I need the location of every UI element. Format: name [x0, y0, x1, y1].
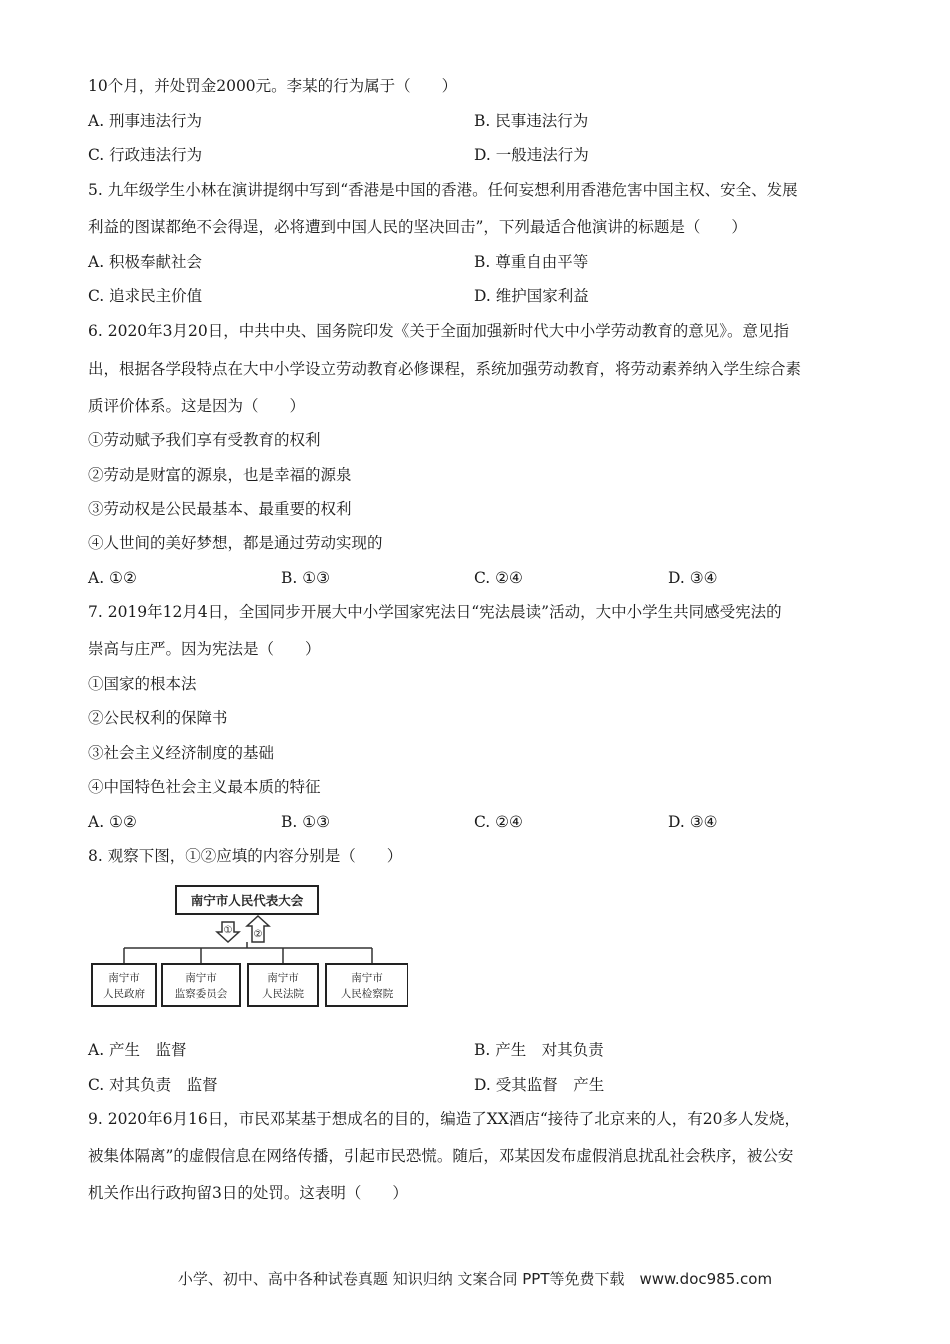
q4-option-a: A. 刑事违法行为 — [88, 112, 203, 130]
svg-text:南宁市: 南宁市 — [267, 972, 299, 984]
q6-statement-1: ①劳动赋予我们享有受教育的权利 — [88, 431, 321, 449]
q5-option-b: B. 尊重自由平等 — [474, 253, 589, 271]
q5-option-c: C. 追求民主价值 — [88, 287, 203, 305]
q7-statement-4: ④中国特色社会主义最本质的特征 — [88, 778, 321, 796]
q6-statement-2: ②劳动是财富的源泉，也是幸福的源泉 — [88, 466, 352, 484]
diagram-box-procuratorate — [326, 964, 408, 1006]
q9-text-line1: 9. 2020年6月16日，市民邓某基于想成名的目的，编造了XX酒店“接待了北京来的人，有20多人发烧， — [88, 1110, 800, 1128]
q6-option-b: B. ①③ — [281, 569, 331, 587]
q7-option-d: D. ③④ — [668, 813, 718, 831]
q5-text-line1: 5. 九年级学生小林在演讲提纲中写到“香港是中国的香港。任何妄想利用香港危害中国主权、安全、发展 — [88, 181, 798, 199]
q6-text-line1: 6. 2020年3月20日，中共中央、国务院印发《关于全面加强新时代大中小学劳动教育的意见》。意见指 — [88, 322, 789, 340]
q7-statement-2: ②公民权利的保障书 — [88, 709, 228, 727]
q8-option-c: C. 对其负责 监督 — [88, 1076, 218, 1094]
svg-text:南宁市: 南宁市 — [185, 972, 217, 984]
svg-text:监察委员会: 监察委员会 — [174, 988, 228, 1000]
page-footer: 小学、初中、高中各种试卷真题 知识归纳 文案合同 PPT等免费下载 www.doc985.com — [177, 1270, 773, 1288]
q5-text-line2: 利益的图谋都绝不会得逞，必将遭到中国人民的坚决回击”，下列最适合他演讲的标题是（ ） — [88, 218, 747, 236]
diagram-box-supervision — [162, 964, 240, 1006]
q9-text-line2: 被集体隔离”的虚假信息在网络传播，引起市民恐慌。随后，邓某因发布虚假消息扰乱社会秩序，被公安 — [88, 1147, 794, 1165]
q7-option-c: C. ②④ — [474, 813, 523, 831]
diagram-arrow2-label: ② — [253, 929, 263, 940]
q8-text-line1: 8. 观察下图，①②应填的内容分别是（ ） — [88, 847, 403, 865]
diagram-top-label: 南宁市人民代表大会 — [190, 893, 304, 908]
q7-option-a: A. ①② — [88, 813, 137, 831]
diagram-box-government — [92, 964, 156, 1006]
q4-option-d: D. 一般违法行为 — [474, 146, 589, 164]
q8-option-d: D. 受其监督 产生 — [474, 1076, 605, 1094]
q6-statement-3: ③劳动权是公民最基本、最重要的权利 — [88, 500, 352, 518]
svg-text:南宁市: 南宁市 — [108, 972, 140, 984]
q6-option-d: D. ③④ — [668, 569, 718, 587]
diagram-arrow1-label: ① — [223, 925, 233, 936]
diagram-connectors — [124, 942, 372, 964]
q7-option-b: B. ①③ — [281, 813, 331, 831]
q7-text-line1: 7. 2019年12月4日，全国同步开展大中小学国家宪法日“宪法晨读”活动，大中小学生共同感受宪法的 — [88, 603, 782, 621]
q5-option-d: D. 维护国家利益 — [474, 287, 589, 305]
q6-statement-4: ④人世间的美好梦想，都是通过劳动实现的 — [88, 534, 383, 552]
q7-text-line2: 崇高与庄严。因为宪法是（ ） — [88, 640, 321, 658]
svg-text:人民检察院: 人民检察院 — [340, 988, 394, 1000]
q6-option-a: A. ①② — [88, 569, 137, 587]
q8-option-b: B. 产生 对其负责 — [474, 1041, 604, 1059]
q7-statement-1: ①国家的根本法 — [88, 675, 197, 693]
q6-text-line3: 质评价体系。这是因为（ ） — [88, 397, 306, 415]
diagram-box-court — [248, 964, 318, 1006]
q5-option-a: A. 积极奉献社会 — [88, 253, 203, 271]
q4-option-c: C. 行政违法行为 — [88, 146, 203, 164]
q6-text-line2: 出，根据各学段特点在大中小学设立劳动教育必修课程，系统加强劳动教育，将劳动素养纳入学生综合素 — [88, 360, 802, 378]
q8-option-a: A. 产生 监督 — [88, 1041, 187, 1059]
q9-text-line3: 机关作出行政拘留3日的处罚。这表明（ ） — [88, 1184, 408, 1202]
svg-text:人民政府: 人民政府 — [103, 988, 145, 1000]
organization-diagram — [88, 880, 408, 1010]
q4-text: 10个月，并处罚金2000元。李某的行为属于（ ） — [88, 77, 458, 95]
q4-option-b: B. 民事违法行为 — [474, 112, 589, 130]
svg-text:人民法院: 人民法院 — [262, 988, 304, 1000]
q7-statement-3: ③社会主义经济制度的基础 — [88, 744, 275, 762]
svg-text:南宁市: 南宁市 — [351, 972, 383, 984]
q6-option-c: C. ②④ — [474, 569, 523, 587]
